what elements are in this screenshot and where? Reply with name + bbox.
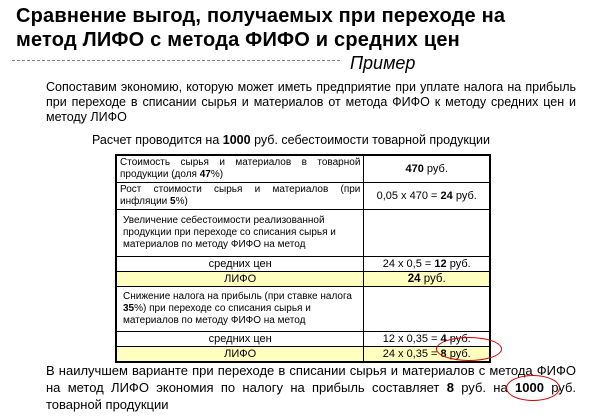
table-cell-value	[364, 332, 490, 347]
conclusion-paragraph	[46, 362, 576, 413]
title-divider	[12, 60, 340, 61]
table-row	[116, 183, 490, 210]
row1-label-end: %)	[210, 169, 224, 180]
calculation-note	[92, 133, 490, 148]
table-row	[116, 210, 490, 257]
calc-note-suffix: руб. себестоимости товарной продукции	[254, 133, 490, 147]
table-row	[116, 155, 490, 183]
row4-unit: руб.	[449, 258, 471, 270]
row1-unit: руб.	[426, 163, 448, 175]
row6-label: Снижение налога на прибыль (при ставке налога	[123, 291, 352, 302]
row7-unit: руб.	[449, 333, 471, 345]
table-cell-label	[116, 155, 364, 183]
conclusion-text-end: руб. товарной продукции	[46, 380, 576, 412]
table-cell-label: ЛИФО	[116, 347, 364, 363]
table-cell-value	[364, 183, 490, 210]
row4-formula: 24 х 0,5 =	[382, 258, 435, 270]
row6-label-end: %) при переходе со списания сырья и материалов по методу ФИФО на метод	[123, 303, 311, 326]
conclusion-base: 1000	[515, 380, 544, 395]
slide-subtitle: Пример	[350, 53, 416, 73]
table-row	[116, 257, 490, 272]
slide-title	[16, 4, 596, 52]
row5-unit: руб.	[423, 273, 446, 285]
table-cell-label: средних цен	[116, 257, 364, 272]
row4-value: 12	[434, 258, 447, 270]
conclusion-text: В наилучшем варианте при переходе в списании сырья и материалов с метода ФИФО на метод ЛИФО экономия по налогу на прибыль составляет	[46, 363, 576, 395]
row2-label: Рост стоимости сырья и материалов (при инфляции	[120, 184, 361, 207]
row2-label-bold: 5	[170, 196, 176, 207]
table-cell-label: ЛИФО	[116, 272, 364, 287]
table-row-highlight	[116, 272, 490, 287]
comparison-table	[115, 154, 491, 363]
calc-note-prefix: Расчет проводится на	[92, 133, 220, 147]
row2-formula: 0,05 х 470 =	[376, 190, 441, 202]
row8-formula: 24 х 0,35 =	[382, 348, 441, 360]
table-cell-label	[116, 287, 364, 332]
slide-title-line-2: метод ЛИФО с метода ФИФО и средних цен	[16, 29, 460, 51]
table-cell-label	[116, 210, 364, 257]
intro-paragraph: Сопоставим экономию, которую может иметь предприятие при уплате налога на прибыль при переходе в списании сырья и материалов от метода ФИФО к методу средних цен и методу ЛИФО	[46, 80, 576, 124]
table-row	[116, 332, 490, 347]
table-cell-label	[116, 183, 364, 210]
row3-label: Увеличение себестоимости реализованной продукции при переходе со списания сырья и материалов по методу ФИФО на метод	[123, 215, 336, 250]
conclusion-text-mid: руб. на	[453, 380, 515, 395]
table-row-highlight	[116, 347, 490, 363]
row8-value: 8	[440, 348, 447, 360]
calc-note-amount: 1000	[222, 133, 251, 147]
row1-value: 470	[405, 163, 424, 175]
table-row	[116, 287, 490, 332]
table-cell-value	[364, 257, 490, 272]
slide-title-line-1: Сравнение выгод, получаемых при переходе на	[16, 5, 506, 27]
row5-value: 24	[407, 273, 421, 285]
row1-label: Стоимость сырья и материалов в товарной продукции (доля	[120, 157, 361, 180]
table-cell-value	[364, 155, 490, 183]
row2-label-end: %)	[175, 196, 188, 207]
row2-unit: руб.	[455, 190, 477, 202]
row8-unit: руб.	[449, 348, 471, 360]
table-cell-label: средних цен	[116, 332, 364, 347]
table-cell-value	[364, 272, 490, 287]
row7-formula: 12 х 0,35 =	[382, 333, 441, 345]
table-cell-empty	[364, 210, 490, 257]
conclusion-amount: 8	[446, 380, 454, 395]
table-cell-value	[364, 347, 490, 363]
row6-label-bold: 35	[123, 303, 135, 314]
row1-label-bold: 47	[199, 169, 211, 180]
row2-value: 24	[440, 190, 453, 202]
row7-value: 4	[440, 333, 447, 345]
table-cell-empty	[364, 287, 490, 332]
